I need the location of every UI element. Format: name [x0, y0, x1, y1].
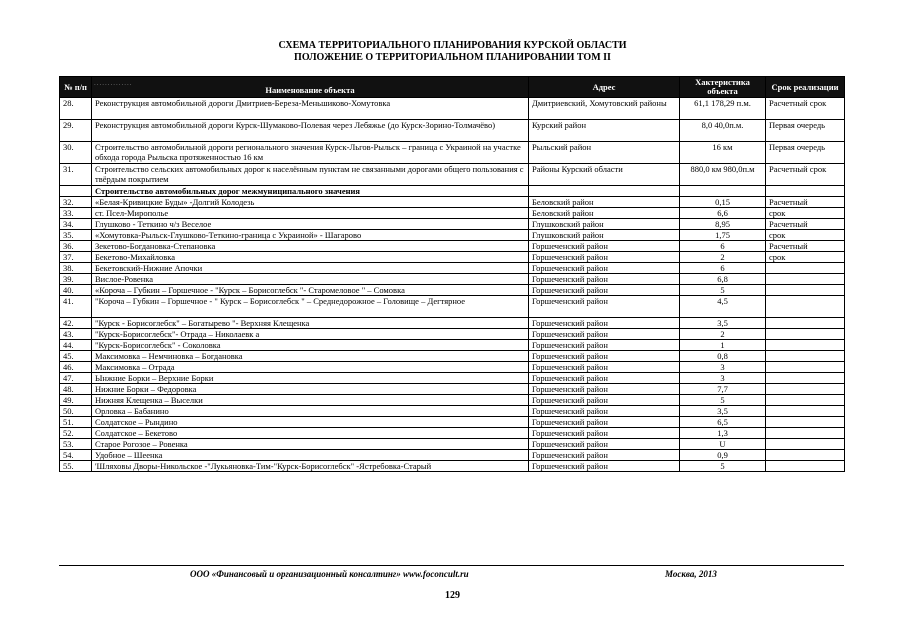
object-characteristic: 6 [680, 263, 766, 274]
row-number: 49. [60, 395, 92, 406]
table-row [60, 263, 845, 274]
objects-table [59, 76, 845, 472]
object-name: Нижняя Клещенка – Выселки [92, 395, 529, 406]
row-number: 40. [60, 285, 92, 296]
object-address: Горшеченский район [529, 417, 680, 428]
object-name: Нижние Борки – Федоровка [92, 384, 529, 395]
object-address: Горшеченский район [529, 428, 680, 439]
footer-divider [59, 565, 844, 566]
object-name: Солдатское – Рындино [92, 417, 529, 428]
object-term [766, 351, 845, 362]
object-term: Расчетный [766, 219, 845, 230]
row-number: 42. [60, 318, 92, 329]
page-number: 129 [445, 590, 460, 601]
row-number: 28. [60, 98, 92, 120]
object-term: Первая очередь [766, 142, 845, 164]
object-name: Максимовка – Немчиновка – Богдановка [92, 351, 529, 362]
header-characteristic: Хактеристика объекта [680, 77, 766, 98]
table-row [60, 362, 845, 373]
row-number: 52. [60, 428, 92, 439]
object-address: Горшеченский район [529, 351, 680, 362]
object-address: Горшеченский район [529, 241, 680, 252]
object-name: «Хомутовка-Рыльск-Глушково-Теткино-граница с Украиной» - Шагарово [92, 230, 529, 241]
row-number: 51. [60, 417, 92, 428]
object-term [766, 417, 845, 428]
object-characteristic: 880,0 км 980,0п.м [680, 164, 766, 186]
object-address: Глушковский район [529, 230, 680, 241]
object-address: Горшеченский район [529, 318, 680, 329]
object-characteristic: 0,15 [680, 197, 766, 208]
table-row [60, 450, 845, 461]
object-term [766, 373, 845, 384]
object-term [766, 362, 845, 373]
row-number: 34. [60, 219, 92, 230]
object-term [766, 274, 845, 285]
object-characteristic: 1 [680, 340, 766, 351]
object-characteristic: 8,0 40,0п.м. [680, 120, 766, 142]
table-header-row [60, 77, 845, 98]
object-address: Беловский район [529, 208, 680, 219]
object-characteristic: 0,8 [680, 351, 766, 362]
object-name: Зекетово-Богдановка-Степановка [92, 241, 529, 252]
object-characteristic: 5 [680, 395, 766, 406]
object-term: срок [766, 252, 845, 263]
object-term [766, 395, 845, 406]
object-characteristic: 7,7 [680, 384, 766, 395]
footer-city-year: Москва, 2013 [665, 569, 717, 579]
table-body [60, 98, 845, 472]
row-number: 55. [60, 461, 92, 472]
object-address: Горшеченский район [529, 373, 680, 384]
table-row [60, 208, 845, 219]
object-term: Расчетный [766, 197, 845, 208]
object-term [766, 263, 845, 274]
object-name: "Курск - Борисоглебск" – Богатырево "- Верхняя Клещенка [92, 318, 529, 329]
table-row [60, 318, 845, 329]
table-row [60, 252, 845, 263]
header-name: .............. Наименование объекта [92, 77, 529, 98]
table-row [60, 120, 845, 142]
object-address: Горшеченский район [529, 395, 680, 406]
object-term: Расчетный срок [766, 98, 845, 120]
row-number: 35. [60, 230, 92, 241]
table-row [60, 428, 845, 439]
object-address: Горшеченский район [529, 263, 680, 274]
object-name: "Курск-Борисоглебск" - Соколовка [92, 340, 529, 351]
section-row [60, 186, 845, 197]
table-row [60, 98, 845, 120]
object-term: срок [766, 230, 845, 241]
table-row [60, 439, 845, 450]
object-characteristic: 61,1 178,29 п.м. [680, 98, 766, 120]
object-characteristic: 3,5 [680, 406, 766, 417]
object-characteristic: 6,5 [680, 417, 766, 428]
table-row [60, 461, 845, 472]
row-number: 44. [60, 340, 92, 351]
object-term: Расчетный [766, 241, 845, 252]
object-term [766, 384, 845, 395]
row-number: 36. [60, 241, 92, 252]
object-characteristic: 3,5 [680, 318, 766, 329]
row-number [60, 186, 92, 197]
object-characteristic: 8,95 [680, 219, 766, 230]
object-characteristic: 2 [680, 252, 766, 263]
row-number: 53. [60, 439, 92, 450]
object-name: Бекетовский-Нижние Апочки [92, 263, 529, 274]
table-row [60, 373, 845, 384]
object-name: Солдатское – Бекетово [92, 428, 529, 439]
object-characteristic: 6,6 [680, 208, 766, 219]
object-characteristic: 6 [680, 241, 766, 252]
row-number: 43. [60, 329, 92, 340]
row-number: 50. [60, 406, 92, 417]
object-characteristic [680, 186, 766, 197]
row-number: 41. [60, 296, 92, 318]
object-characteristic: 1,75 [680, 230, 766, 241]
object-characteristic: U [680, 439, 766, 450]
table-row [60, 384, 845, 395]
object-term [766, 461, 845, 472]
object-characteristic: 4,5 [680, 296, 766, 318]
row-number: 29. [60, 120, 92, 142]
object-term [766, 318, 845, 329]
document-subtitle: ПОЛОЖЕНИЕ О ТЕРРИТОРИАЛЬНОМ ПЛАНИРОВАНИИ ТОМ II [294, 52, 611, 63]
object-term [766, 340, 845, 351]
table-row [60, 164, 845, 186]
object-term [766, 450, 845, 461]
row-number: 54. [60, 450, 92, 461]
footer-company: ООО «Финансовый и организационный консалтинг» www.foconcult.ru [190, 569, 469, 579]
object-address: Горшеченский район [529, 329, 680, 340]
object-address: Дмитриевский, Хомутовский районы [529, 98, 680, 120]
object-address: Горшеченский район [529, 461, 680, 472]
object-name: "Короча – Губкин – Горшечное - " Курск – Борисоглебск " – Среднедорожное – Головище – Дегтярное [92, 296, 529, 318]
object-characteristic: 2 [680, 329, 766, 340]
object-characteristic: 3 [680, 373, 766, 384]
object-characteristic: 1,3 [680, 428, 766, 439]
row-number: 45. [60, 351, 92, 362]
object-name: Удобное – Шеенка [92, 450, 529, 461]
object-term [766, 296, 845, 318]
row-number: 33. [60, 208, 92, 219]
table-row [60, 274, 845, 285]
header-address: Адрес [529, 77, 680, 98]
object-name: Ынжние Борки – Верхние Борки [92, 373, 529, 384]
row-number: 32. [60, 197, 92, 208]
object-name: ст. Псел-Мирополье [92, 208, 529, 219]
object-term [766, 439, 845, 450]
object-address: Горшеченский район [529, 252, 680, 263]
object-term: Расчетный срок [766, 164, 845, 186]
row-number: 47. [60, 373, 92, 384]
object-address: Горшеченский район [529, 296, 680, 318]
table-row [60, 219, 845, 230]
object-term [766, 285, 845, 296]
table-row [60, 406, 845, 417]
table-row [60, 296, 845, 318]
object-address [529, 186, 680, 197]
object-name: Строительство сельских автомобильных дорог к населённым пунктам не связанными дорогами общего пользования с твёрдым покрытием [92, 164, 529, 186]
object-term: Первая очередь [766, 120, 845, 142]
object-name: Реконструкция автомобильной дороги Дмитриев-Береза-Меньшиково-Хомутовка [92, 98, 529, 120]
table-row [60, 285, 845, 296]
object-name: Орловка – Бабанино [92, 406, 529, 417]
object-address: Горшеченский район [529, 274, 680, 285]
row-number: 30. [60, 142, 92, 164]
table-row [60, 197, 845, 208]
object-name: «Короча – Губкин – Горшечное - "Курск – Борисоглебск "- Старомеловое " – Сомовка [92, 285, 529, 296]
object-term [766, 329, 845, 340]
object-name: Старое Рогозое – Ровенка [92, 439, 529, 450]
object-name: Вислое-Ровенка [92, 274, 529, 285]
object-characteristic: 5 [680, 285, 766, 296]
row-number: 39. [60, 274, 92, 285]
object-address: Рыльский район [529, 142, 680, 164]
object-name: Глушково - Теткино ч/з Веселое [92, 219, 529, 230]
object-name: Максимовка – Отрада [92, 362, 529, 373]
row-number: 38. [60, 263, 92, 274]
table-row [60, 241, 845, 252]
object-address: Горшеченский район [529, 384, 680, 395]
row-number: 48. [60, 384, 92, 395]
table-row [60, 340, 845, 351]
table-row [60, 230, 845, 241]
object-address: Горшеченский район [529, 439, 680, 450]
object-address: Горшеченский район [529, 285, 680, 296]
object-name: 'Шляховы Дворы-Никольское -"Лукьяновка-Тим-"Курск-Борисоглебск" -Ястребовка-Старый [92, 461, 529, 472]
object-term [766, 428, 845, 439]
object-address: Горшеченский район [529, 406, 680, 417]
object-term [766, 406, 845, 417]
header-dots: .............. [94, 78, 133, 87]
object-address: Беловский район [529, 197, 680, 208]
object-address: Горшеченский район [529, 340, 680, 351]
object-address: Глушковский район [529, 219, 680, 230]
object-term: срок [766, 208, 845, 219]
object-name: Реконструкция автомобильной дороги Курск-Шумаково-Полевая через Лебяжье (до Курск-Зорино-Толмачёво) [92, 120, 529, 142]
object-name: Бекетово-Михайловка [92, 252, 529, 263]
table-row [60, 351, 845, 362]
object-name: «Белая-Кривицкие Буды» -Долгий Колодезь [92, 197, 529, 208]
object-name: "Курск-Борисоглебск"- Отрада – Николаевк а [92, 329, 529, 340]
object-name: Строительство автомобильной дороги регионального значения Курск-Льгов-Рыльск – граница с Украиной на участке обхода города Рыльска протяженностью 16 км [92, 142, 529, 164]
object-address: Курский район [529, 120, 680, 142]
object-address: Горшеченский район [529, 362, 680, 373]
object-term [766, 186, 845, 197]
object-characteristic: 16 км [680, 142, 766, 164]
table-row [60, 417, 845, 428]
row-number: 31. [60, 164, 92, 186]
object-address: Районы Курский области [529, 164, 680, 186]
row-number: 37. [60, 252, 92, 263]
object-characteristic: 5 [680, 461, 766, 472]
header-term: Срок реализации [766, 77, 845, 98]
object-characteristic: 6,8 [680, 274, 766, 285]
object-address: Горшеченский район [529, 450, 680, 461]
object-characteristic: 3 [680, 362, 766, 373]
object-characteristic: 0,9 [680, 450, 766, 461]
table-row [60, 395, 845, 406]
row-number: 46. [60, 362, 92, 373]
object-name: Строительство автомобильных дорог межмуниципального значения [92, 186, 529, 197]
header-num: № п/п [60, 77, 92, 98]
table-row [60, 142, 845, 164]
table-row [60, 329, 845, 340]
document-title: СХЕМА ТЕРРИТОРИАЛЬНОГО ПЛАНИРОВАНИЯ КУРСКОЙ ОБЛАСТИ [278, 40, 627, 51]
